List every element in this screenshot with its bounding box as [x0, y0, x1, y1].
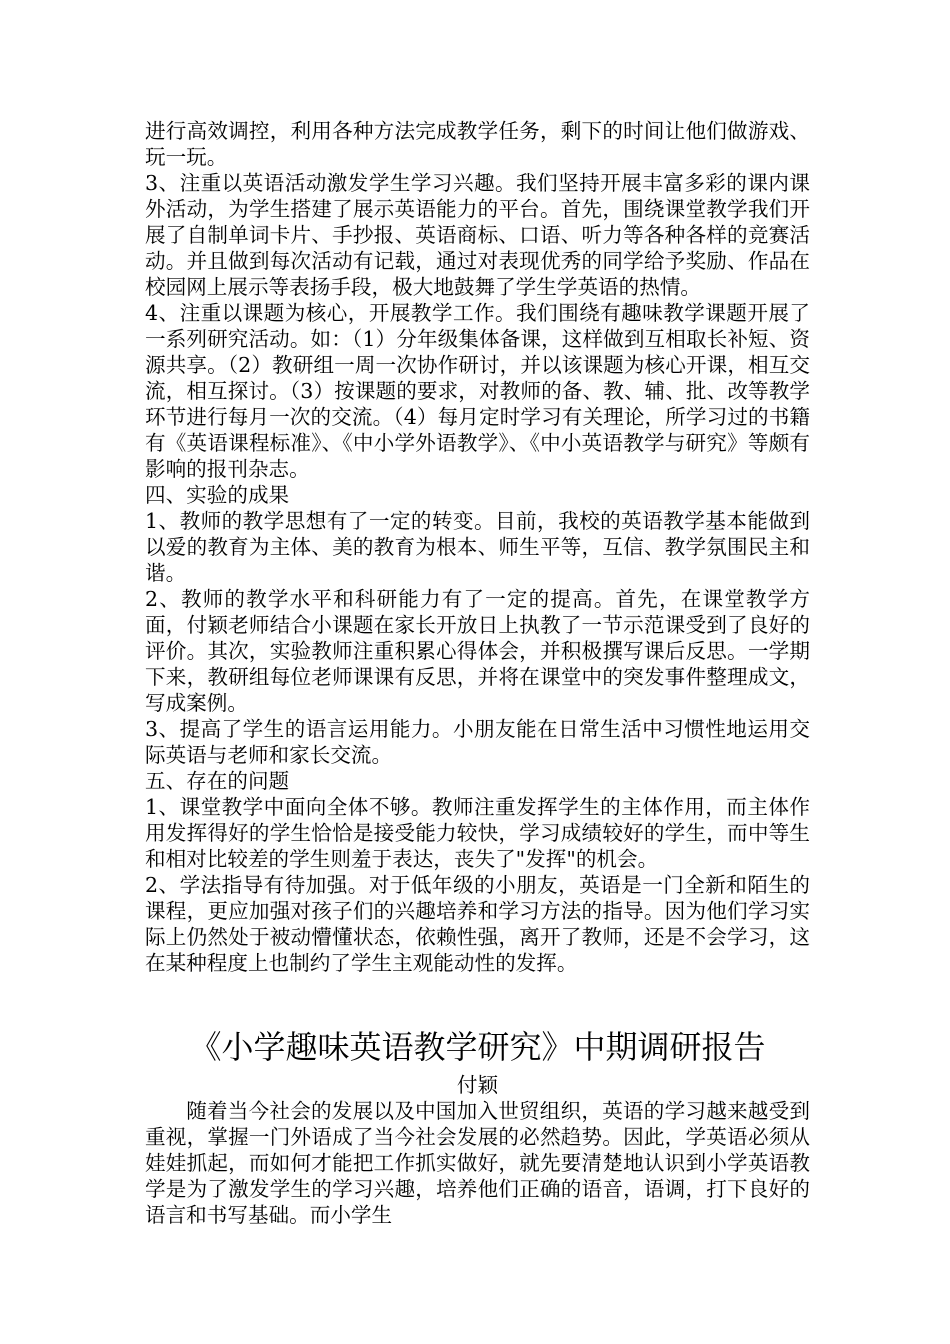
paragraph-item-3: 3、注重以英语活动激发学生学习兴趣。我们坚持开展丰富多彩的课内课外活动，为学生搭建了展示英语能力的平台。首先，围绕课堂教学我们开展了自制单词卡片、手抄报、英语商标、口语、听力等各种各样的竞赛活动。并且做到每次活动有记载，通过对表现优秀的同学给予奖励、作品在校园网上展示等表扬手段，极大地鼓舞了学生学英语的热情。	[145, 171, 810, 299]
paragraph-result-3: 3、提高了学生的语言运用能力。小朋友能在日常生活中习惯性地运用交际英语与老师和家长交流。	[145, 717, 810, 767]
paragraph-problem-2: 2、学法指导有待加强。对于低年级的小朋友，英语是一门全新和陌生的课程，更应加强对孩子们的兴趣培养和学习方法的指导。因为他们学习实际上仍然处于被动懵懂状态，依赖性强，离开了教师，还是不会学习，这在某种程度上也制约了学生主观能动性的发挥。	[145, 873, 810, 975]
paragraph-result-1: 1、教师的教学思想有了一定的转变。目前，我校的英语教学基本能做到以爱的教育为主体、美的教育为根本、师生平等，互信、教学氛围民主和谐。	[145, 509, 810, 585]
section-heading-results: 四、实验的成果	[145, 483, 290, 507]
paragraph-result-2: 2、教师的教学水平和科研能力有了一定的提高。首先，在课堂教学方面，付颖老师结合小课题在家长开放日上执教了一节示范课受到了良好的评价。其次，实验教师注重积累心得体会，并积极撰写课后反思。一学期下来，教研组每位老师课课有反思，并将在课堂中的突发事件整理成文，写成案例。	[145, 587, 810, 715]
author-name: 付颖	[456, 1073, 499, 1097]
document-title: 《小学趣味英语教学研究》中期调研报告	[189, 1028, 766, 1066]
paragraph-continuation: 进行高效调控，利用各种方法完成教学任务，剩下的时间让他们做游戏、玩一玩。	[145, 119, 810, 169]
paragraph-problem-1: 1、课堂教学中面向全体不够。教师注重发挥学生的主体作用，而主体作用发挥得好的学生恰恰是接受能力较快，学习成绩较好的学生，而中等生和相对比较差的学生则羞于表达，丧失了"发挥"的机会。	[145, 795, 810, 871]
section-heading-problems: 五、存在的问题	[145, 769, 290, 793]
paragraph-item-4: 4、注重以课题为核心，开展教学工作。我们围绕有趣味教学课题开展了一系列研究活动。如：（1）分年级集体备课，这样做到互相取长补短、资源共享。（2）教研组一周一次协作研讨，并以该课题为核心开课，相互交流，相互探讨。（3）按课题的要求，对教师的备、教、辅、批、改等教学环节进行每月一次的交流。（4）每月定时学习有关理论，所学习过的书籍有《英语课程标准》、《中小学外语教学》、《中小英语教学与研究》等颇有影响的报刊杂志。	[145, 301, 810, 481]
intro-text	[145, 1098, 810, 1228]
intro-paragraph: 随着当今社会的发展以及中国加入世贸组织，英语的学习越来越受到重视，掌握一门外语成了当今社会发展的必然趋势。因此，学英语必须从娃娃抓起，而如何才能把工作抓实做好，就先要清楚地认识到小学英语教学是为了激发学生的学习兴趣，培养他们正确的语音，语调，打下良好的语言和书写基础。而小学生	[145, 1099, 810, 1227]
body-text	[145, 118, 810, 976]
